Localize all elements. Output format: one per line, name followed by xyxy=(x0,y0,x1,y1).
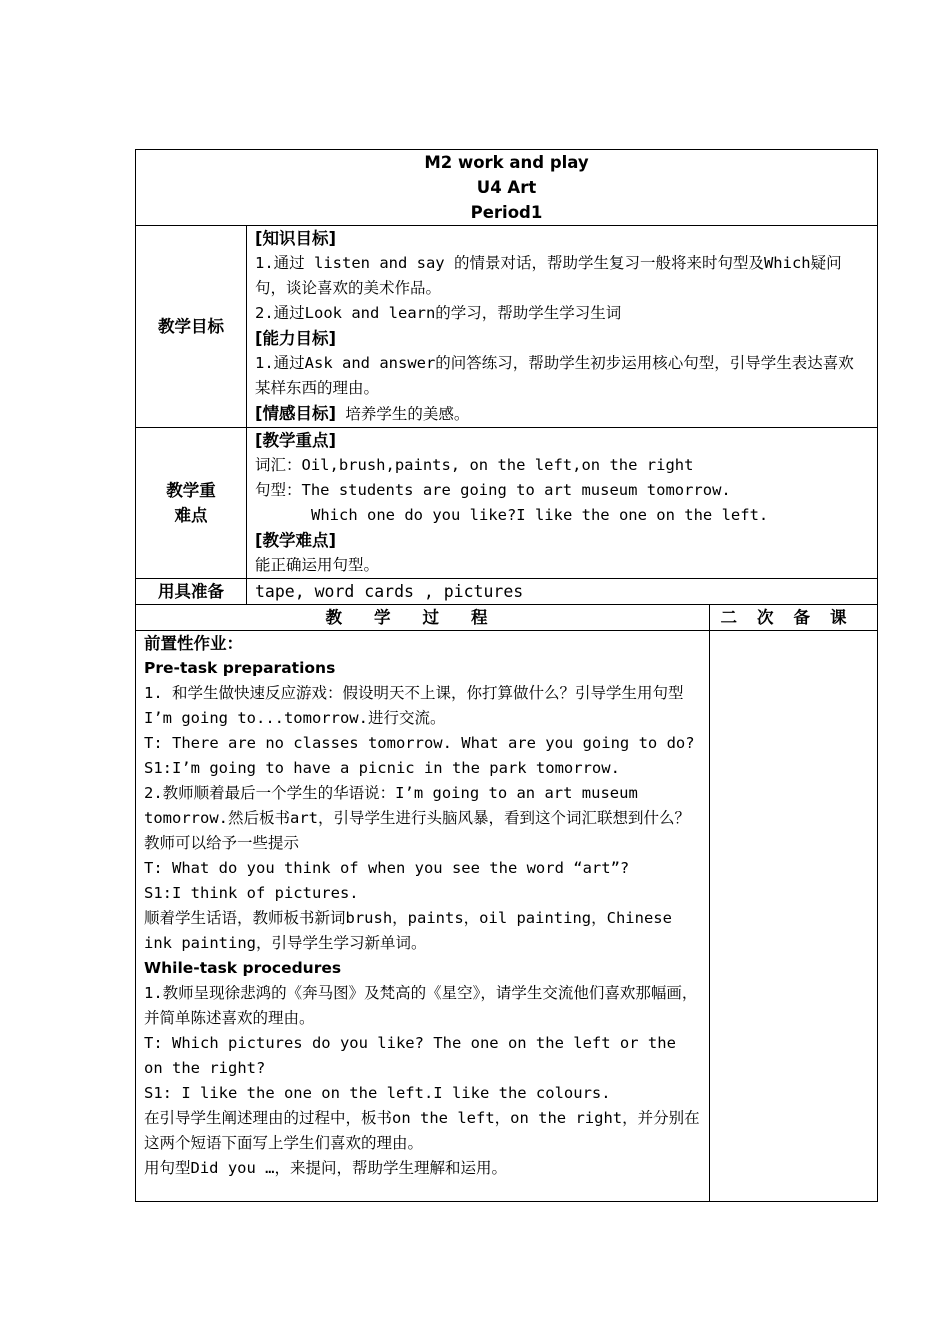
process-text-p6: S1:I think of pictures. xyxy=(144,884,359,902)
process-header-left: 教学过程 xyxy=(136,605,710,631)
objectives-label: 教学目标 xyxy=(136,226,247,428)
process-text-w2: T: Which pictures do you like? The one on the left or the on the right? xyxy=(144,1034,676,1077)
process-text-p5: T: What do you think of when you see the word “art”? xyxy=(144,859,630,877)
pre-task-heading: Pre-task preparations xyxy=(144,659,336,677)
title-module: M2 work and play xyxy=(424,153,589,172)
key-points-row xyxy=(136,428,878,579)
emotion-item: 培养学生的美感。 xyxy=(336,405,470,423)
process-text-w5: 用句型Did you …，来提问，帮助学生理解和运用。 xyxy=(144,1159,507,1177)
while-task-heading: While-task procedures xyxy=(144,959,342,977)
key-points-label xyxy=(136,428,247,579)
process-header-right: 二次备课 xyxy=(710,605,878,631)
difficulty-heading: [教学难点] xyxy=(255,531,337,550)
difficulty-line: 能正确运用句型。 xyxy=(255,556,380,574)
objectives-row xyxy=(136,226,878,428)
process-content xyxy=(136,631,710,1202)
process-text-p3: S1:I’m going to have a picnic in the park tomorrow. xyxy=(144,759,620,777)
vocab-line: 词汇：Oil,brush,paints, on the left,on the right xyxy=(255,456,694,474)
title-row xyxy=(136,150,878,226)
process-text-w1: 1.教师呈现徐悲鸿的《奔马图》及梵高的《星空》，请学生交流他们喜欢那幅画，并简单陈述喜欢的理由。 xyxy=(144,984,698,1027)
lesson-title xyxy=(136,150,878,226)
focus-heading: [教学重点] xyxy=(255,431,337,450)
objectives-content xyxy=(247,226,878,428)
key-points-label-line1: 教学重 xyxy=(166,481,216,500)
ability-heading: [能力目标] xyxy=(255,329,337,348)
materials-row xyxy=(136,579,878,605)
process-text-w3: S1: I like the one on the left.I like the colours. xyxy=(144,1084,611,1102)
materials-label: 用具准备 xyxy=(136,579,247,605)
knowledge-item-2: 2.通过Look and learn的学习，帮助学生学习生词 xyxy=(255,304,622,322)
key-points-content xyxy=(247,428,878,579)
process-row xyxy=(136,631,878,1202)
knowledge-heading: [知识目标] xyxy=(255,229,337,248)
lesson-plan-table xyxy=(135,149,878,1202)
materials-value: tape, word cards , pictures xyxy=(247,579,878,605)
emotion-heading: [情感目标] xyxy=(255,404,337,423)
ability-item-1: 1.通过Ask and answer的问答练习，帮助学生初步运用核心句型，引导学生表达喜欢某样东西的理由。 xyxy=(255,354,854,397)
knowledge-item-1: 1.通过 listen and say 的情景对话，帮助学生复习一般将来时句型及Which疑问句，谈论喜欢的美术作品。 xyxy=(255,254,842,297)
pre-homework-heading: 前置性作业： xyxy=(144,634,243,653)
process-header-row xyxy=(136,605,878,631)
key-points-label-line2: 难点 xyxy=(174,506,208,525)
pattern-line-2: Which one do you like?I like the one on the left. xyxy=(311,506,769,524)
process-text-p4: 2.教师顺着最后一个学生的华语说：I’m going to an art museum tomorrow.然后板书art，引导学生进行头脑风暴，看到这个词汇联想到什么？教师可以给予一些提示 xyxy=(144,784,690,852)
process-text-p2: T: There are no classes tomorrow. What are you going to do? xyxy=(144,734,695,752)
title-unit: U4 Art xyxy=(476,178,537,197)
process-text-p7: 顺着学生话语，教师板书新词brush，paints，oil painting，Chinese ink painting，引导学生学习新单词。 xyxy=(144,909,672,952)
process-text-p1: 1. 和学生做快速反应游戏：假设明天不上课，你打算做什么？引导学生用句型I’m going to...tomorrow.进行交流。 xyxy=(144,684,684,727)
title-period: Period1 xyxy=(470,203,543,222)
second-preparation-cell xyxy=(710,631,878,1202)
pattern-line-1: 句型：The students are going to art museum tomorrow. xyxy=(255,481,731,499)
process-text-w4: 在引导学生阐述理由的过程中，板书on the left，on the right，并分别在这两个短语下面写上学生们喜欢的理由。 xyxy=(144,1109,700,1152)
